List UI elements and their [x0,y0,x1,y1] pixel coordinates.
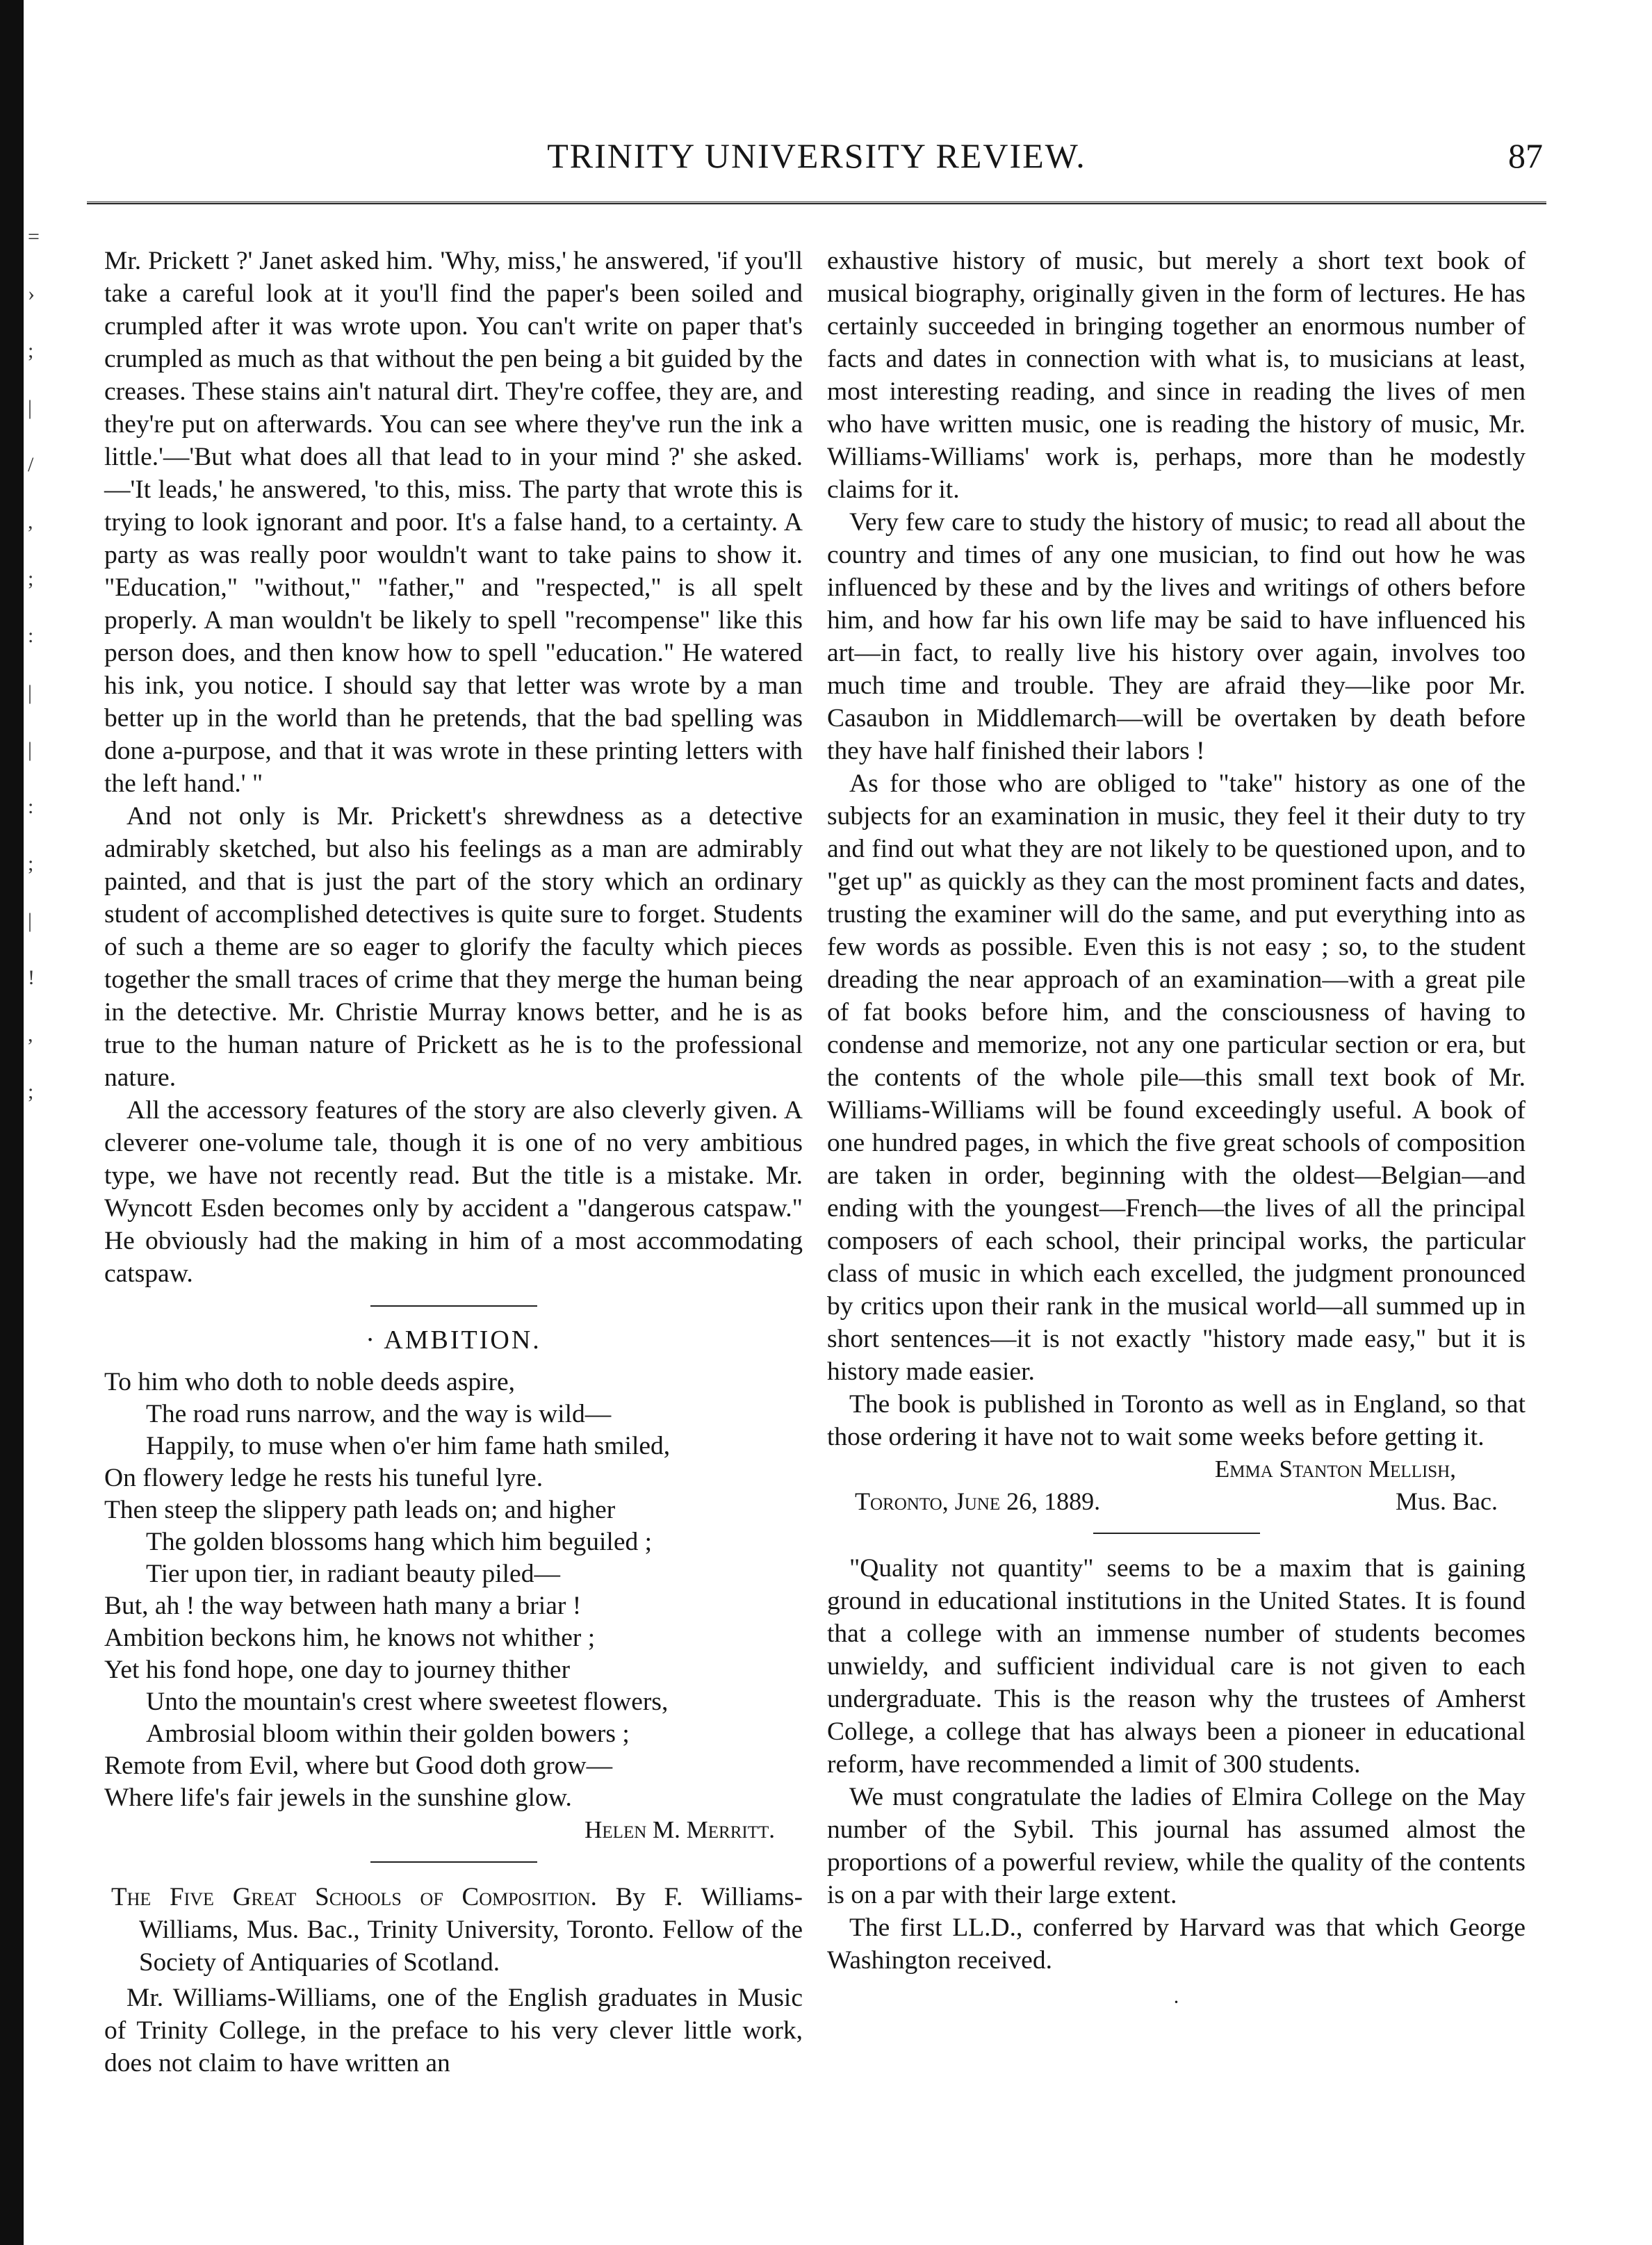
poem-line: Ambrosial bloom within their golden bowers ; [146,1720,630,1748]
poem-line: To him who doth to noble deeds aspire, [104,1368,516,1396]
news-note: The first LL.D., conferred by Harvard was that which George Washington received. [827,1913,1526,1975]
poem-line: But, ah ! the way between hath many a briar ! [104,1592,582,1620]
review-paragraph: Mr. Williams-Williams, one of the English graduates in Music of Trinity College, in the preface to his very clever little work, does not claim to have written an [104,1984,803,2077]
left-column [104,245,803,2080]
section-divider [370,1305,537,1307]
review-paragraph: Very few care to study the history of music; to read all about the country and times of any one musician, to find out how he was influenced by these and by the lives and writings of others before him, and how far his own life may be said to have influenced his art—in fact, to really live his history over again, involves too much time and trouble. They are afraid they—like poor Mr. Casaubon in Middlemarch—will be overtaken by death before they have half finished their labors ! [827,508,1526,765]
poem-line: Remote from Evil, where but Good doth grow— [104,1752,613,1780]
review-paragraph: The book is published in Toronto as well as in England, so that those ordering it have not to wait some weeks before getting it. [827,1390,1526,1451]
section-divider [370,1861,537,1863]
running-title: TRINITY UNIVERSITY REVIEW. [547,136,1086,175]
review-book-title: The Five Great Schools of Composition. [111,1883,597,1911]
poem-line: Tier upon tier, in radiant beauty piled— [146,1560,560,1588]
poem-line: Then steep the slippery path leads on; and higher [104,1496,616,1524]
poem-line: Unto the mountain's crest where sweetest flowers, [146,1688,669,1716]
page-binding-edge [0,0,24,2245]
poem-line: The golden blossoms hang which him beguiled ; [146,1528,653,1556]
poem-line: Where life's fair jewels in the sunshine glow. [104,1783,572,1812]
end-mark: · [1172,1991,1180,2014]
poem-line: On flowery ledge he rests his tuneful lyre. [104,1464,543,1492]
poem-signature: Helen M. Merritt. [584,1816,775,1843]
header-rule [87,202,1546,204]
margin-marks: = › ; | / , ; : | | : ; | ! , ; [28,225,40,1103]
section-divider [1093,1533,1260,1534]
poem-title: · AMBITION. [366,1325,541,1355]
review-signature-line [827,1485,1526,1517]
poem-line: Yet his fond hope, one day to journey thither [104,1656,571,1684]
poem-line: The road runs narrow, and the way is wild— [146,1400,612,1428]
review-signature-degree: Mus. Bac. [1396,1487,1498,1515]
news-note: We must congratulate the ladies of Elmira College on the May number of the Sybil. This journal has assumed almost the proportions of a powerful review, while the quality of the contents is on a par with their large extent. [827,1783,1526,1909]
review-book-details: By F. Williams-Williams, Mus. Bac., Trinity University, Toronto. Fellow of the Society of Antiquaries of Scotland. [139,1883,803,1977]
poem-body [104,1366,803,1814]
page-number: 87 [1508,136,1543,175]
poem-line: Ambition beckons him, he knows not whither ; [104,1624,596,1652]
news-note: "Quality not quantity" seems to be a maxim that is gaining ground in educational institutions in the United States. It is found that a college with an immense number of students becomes unwieldy, and sufficient individual care is not given to each undergraduate. This is the reason why the trustees of Amherst College, a college that has always been a pioneer in educational reform, have recommended a limit of 300 students. [827,1554,1526,1779]
page-header [90,136,1543,191]
review-signature-place-date: Toronto, June 26, 1889. [855,1487,1101,1515]
review-paragraph: exhaustive history of music, but merely a short text book of musical biography, originally given in the form of lectures. He has certainly succeeded in bringing together an enormous number of facts and dates in connection with what is, to musicians at least, most interesting reading, and since in reading the lives of men who have written music, one is reading the history of music, Mr. Williams-Williams' work is, perhaps, more than he modestly claims for it. [827,247,1526,504]
review-paragraph: As for those who are obliged to "take" history as one of the subjects for an examination in music, they feel it their duty to try and find out what they are not likely to be questioned upon, and to "get up" as quickly as they can the most prominent facts and dates, trusting the examiner will do the same, and put everything into as few words as possible. Even this is not easy ; so, to the student dreading the near approach of an examination—with a great pile of fat books before him, and the consciousness of having to condense and memorize, not any one particular section or era, but the contents of the whole pile—this small text book of Mr. Williams-Williams will be found exceedingly useful. A book of one hundred pages, in which the five great schools of composition are taken in order, beginning with the oldest—Belgian—and ending with the youngest—French—the lives of all the principal composers of each school, their principal works, the particular class of music in which each excelled, the judgment pronounced by critics upon their rank in the musical world—all summed up in short sentences—it is not exactly "history made easy," but it is history made easier. [827,769,1526,1386]
article-paragraph: And not only is Mr. Prickett's shrewdness as a detective admirably sketched, but also his feelings as a man are admirably painted, and that is just the part of the story which an ordinary student of accomplished detectives is quite sure to forget. Students of such a theme are so eager to glorify the faculty which pieces together the small traces of crime that they merge the human being in the detective. Mr. Christie Murray knows better, and he is as true to the human nature of Prickett as he is to the professional nature. [104,802,803,1092]
review-heading [104,1881,803,1979]
article-paragraph: All the accessory features of the story are also cleverly given. A cleverer one-volume tale, though it is one of no very ambitious type, we have not recently read. But the title is a mistake. Mr. Wyncott Esden becomes only by accident a "dangerous catspaw." He obviously had the making in him of a most accommodating catspaw. [104,1096,803,1288]
poem-line: Happily, to muse when o'er him fame hath smiled, [146,1432,671,1460]
article-paragraph: Mr. Prickett ?' Janet asked him. 'Why, miss,' he answered, 'if you'll take a careful look at it you'll find the paper's been soiled and crumpled after it was wrote upon. You can't write on paper that's crumpled as much as that without the pen being a bit guided by the creases. These stains ain't natural dirt. They're coffee, they are, and they're put on afterwards. You can see where they've run the ink a little.'—'But what does all that lead to in your mind ?' she asked. —'It leads,' he answered, 'to this, miss. The party that wrote this is trying to look ignorant and poor. It's a false hand, to a certainty. A party as was really poor wouldn't want to take pains to show it. "Education," "without," "father," and "respected," is all spelt properly. A man wouldn't be likely to spell "recompense" like this person does, and then know how to spell "education." He watered his ink, you notice. I should say that letter was wrote by a man better up in the world than he pretends, that the bad spelling was done a-purpose, and that it was wrote in these printing letters with the left hand.' " [104,247,803,798]
review-signature-name: Emma Stanton Mellish, [1214,1455,1456,1483]
right-column [827,245,1526,2014]
